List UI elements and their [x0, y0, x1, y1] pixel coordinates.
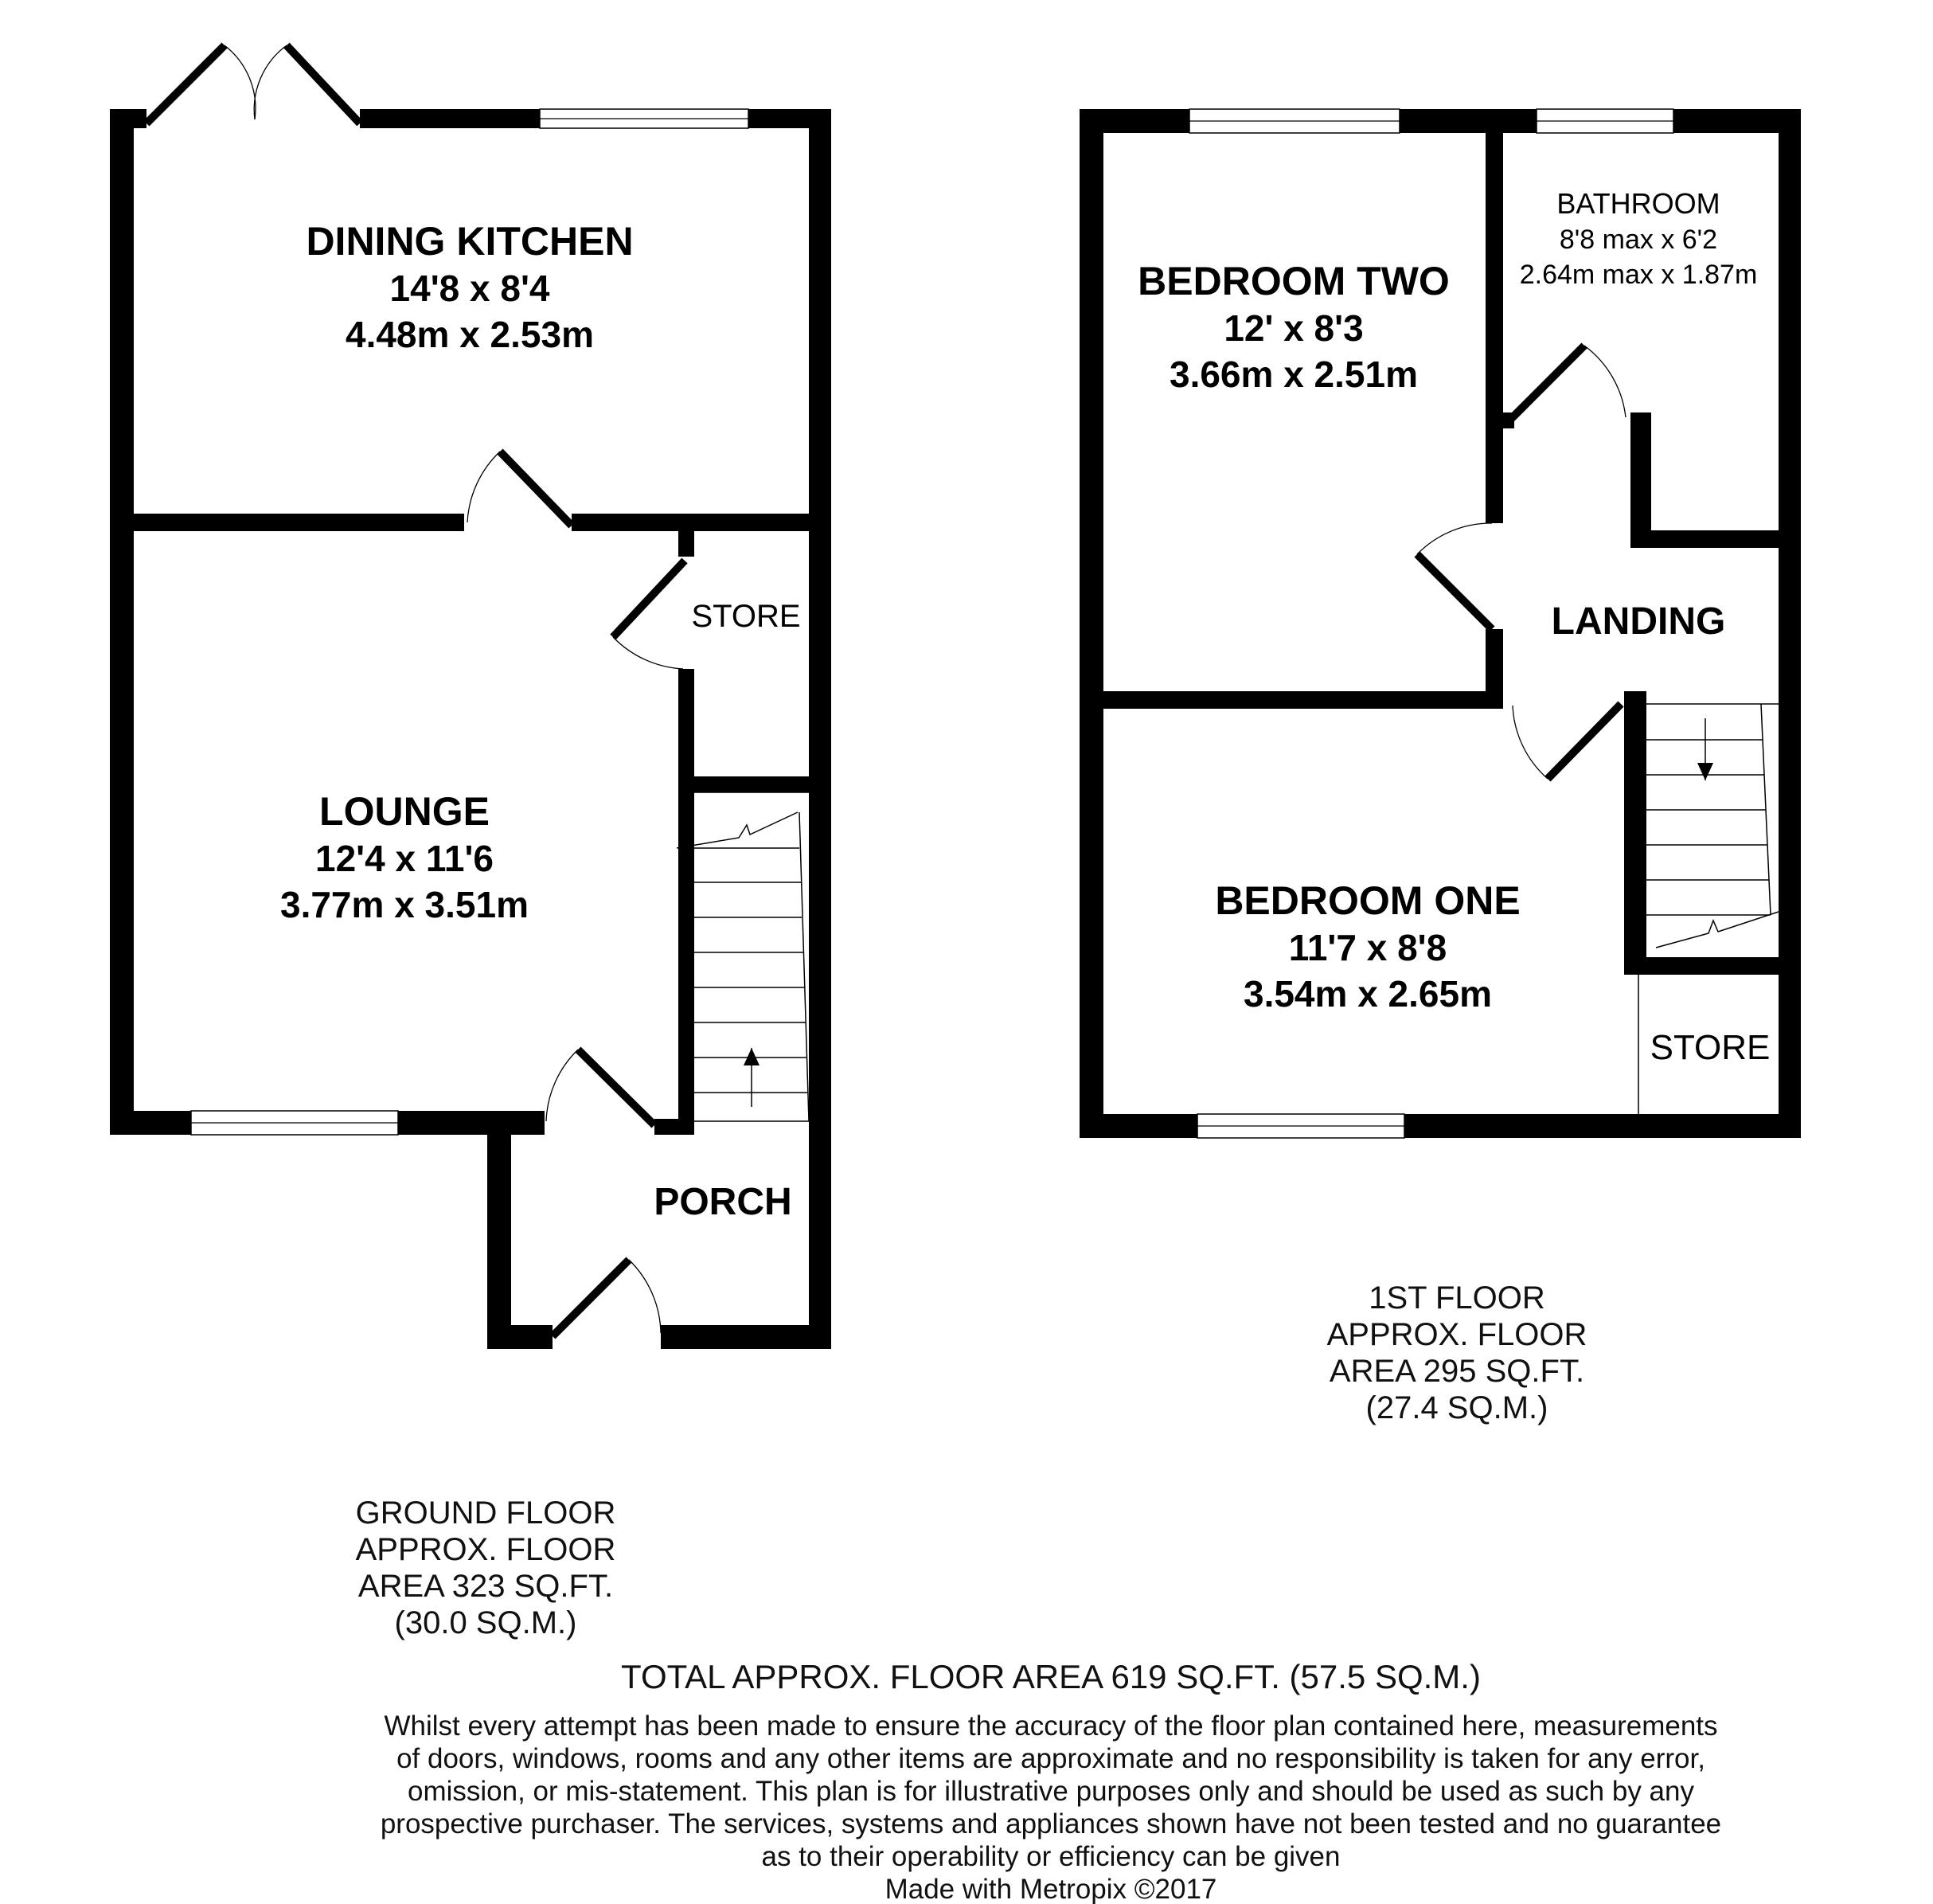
door-swing — [1584, 346, 1626, 417]
door-swing — [1513, 706, 1548, 779]
wall — [487, 1111, 511, 1349]
door-swing — [467, 452, 500, 522]
porch-name: PORCH — [654, 1181, 792, 1223]
lounge-metric: 3.77m x 3.51m — [279, 884, 529, 925]
wall — [360, 109, 540, 128]
ground-floor-staircase — [677, 792, 809, 1121]
first-floor-labels — [1138, 187, 1770, 1067]
wall — [1624, 691, 1646, 709]
dining-kitchen-metric: 4.48m x 2.53m — [345, 314, 595, 355]
dining-kitchen-name: DINING KITCHEN — [306, 219, 634, 264]
wall — [1624, 957, 1801, 975]
wall — [809, 109, 831, 1349]
wall — [654, 1119, 694, 1135]
bedroom-two-name: BEDROOM TWO — [1138, 259, 1450, 303]
door-leaf — [287, 45, 360, 123]
ground-floor-area-line: AREA 323 SQ.FT. — [357, 1569, 614, 1604]
first-floor-area-line: (27.4 SQ.M.) — [1365, 1390, 1548, 1425]
wall — [1486, 109, 1503, 523]
wall — [1404, 1114, 1801, 1138]
wall — [1080, 1114, 1197, 1138]
door-swing — [546, 1050, 578, 1121]
first-floor-area-line: AREA 295 SQ.FT. — [1329, 1354, 1585, 1389]
disclaimer-line: omission, or mis-statement. This plan is for illustrative purposes only and should be used as such by any — [408, 1776, 1694, 1807]
door-swing — [254, 45, 287, 119]
lounge-name: LOUNGE — [319, 789, 490, 834]
door-leaf — [613, 561, 685, 637]
door-swing — [225, 45, 256, 119]
disclaimer-line: as to their operability or efficiency can be given — [761, 1841, 1341, 1872]
bathroom-metric: 2.64m max x 1.87m — [1519, 260, 1758, 290]
door-leaf — [1511, 346, 1584, 419]
wall — [110, 1111, 191, 1135]
bedroom-two-metric: 3.66m x 2.51m — [1169, 354, 1419, 395]
door-leaf — [1548, 704, 1621, 779]
wall — [678, 669, 694, 1131]
wall — [1080, 109, 1103, 1138]
door-leaf — [500, 452, 572, 526]
wall — [1630, 412, 1651, 548]
first-floor-area-line: APPROX. FLOOR — [1326, 1317, 1587, 1352]
first-floor-plan — [1080, 109, 1801, 1138]
wall — [398, 1111, 545, 1135]
disclaimer-line: prospective purchaser. The services, systems and appliances shown have not been tested and no guarantee — [380, 1808, 1722, 1839]
bathroom-name: BATHROOM — [1556, 187, 1720, 220]
door-swing — [629, 1260, 661, 1333]
wall — [572, 514, 831, 531]
bedroom-one-name: BEDROOM ONE — [1215, 878, 1521, 923]
credit: Made with Metropix ©2017 — [884, 1874, 1217, 1904]
door-swing — [613, 637, 683, 669]
wall — [110, 109, 134, 1135]
wall — [1486, 629, 1503, 701]
door-leaf — [146, 45, 225, 123]
dining-kitchen-imperial: 14'8 x 8'4 — [389, 268, 550, 309]
ground-floor-area-line: (30.0 SQ.M.) — [394, 1605, 577, 1640]
wall — [1630, 530, 1801, 548]
bedroom-one-imperial: 11'7 x 8'8 — [1288, 927, 1447, 968]
wall — [1624, 691, 1646, 972]
disclaimer — [231, 1712, 1871, 1903]
ground-floor-area-line: GROUND FLOOR — [355, 1495, 616, 1531]
disclaimer-line: Whilst every attempt has been made to ensure the accuracy of the floor plan contained here, measurements — [384, 1710, 1718, 1742]
bedroom-one-metric: 3.54m x 2.65m — [1243, 973, 1493, 1015]
first-floor-doors — [1417, 346, 1626, 779]
wall — [1400, 109, 1537, 133]
lounge-imperial: 12'4 x 11'6 — [315, 838, 494, 879]
first-store-name: STORE — [1650, 1028, 1771, 1067]
ground-floor-area-caption — [287, 1497, 685, 1639]
wall — [487, 1325, 553, 1349]
wall — [1779, 109, 1801, 1138]
bathroom-imperial: 8'8 max x 6'2 — [1559, 225, 1718, 255]
ground-floor-area-line: APPROX. FLOOR — [355, 1532, 616, 1567]
ground-store-name: STORE — [691, 599, 801, 634]
wall — [678, 531, 694, 557]
arrow-down-icon — [1697, 763, 1713, 780]
disclaimer-line: of doors, windows, rooms and any other items are approximate and no responsibility is taken for any error, — [396, 1743, 1705, 1774]
door-swing — [1417, 523, 1492, 554]
wall — [678, 776, 831, 792]
door-leaf — [578, 1050, 654, 1125]
arrow-up-icon — [744, 1048, 760, 1065]
ground-floor-labels — [280, 219, 801, 1223]
total-floor-area: TOTAL APPROX. FLOOR AREA 619 SQ.FT. (57.5 SQ.M.) — [621, 1658, 1481, 1695]
wall — [661, 1325, 831, 1349]
door-leaf — [1417, 554, 1492, 629]
landing-name: LANDING — [1551, 600, 1726, 643]
ground-floor-plan — [110, 45, 831, 1349]
wall — [110, 514, 464, 531]
first-floor-area-caption — [1258, 1282, 1656, 1424]
bedroom-two-imperial: 12' x 8'3 — [1224, 307, 1364, 349]
wall — [1080, 691, 1503, 709]
first-floor-area-line: 1ST FLOOR — [1369, 1280, 1545, 1316]
door-leaf — [553, 1260, 629, 1336]
